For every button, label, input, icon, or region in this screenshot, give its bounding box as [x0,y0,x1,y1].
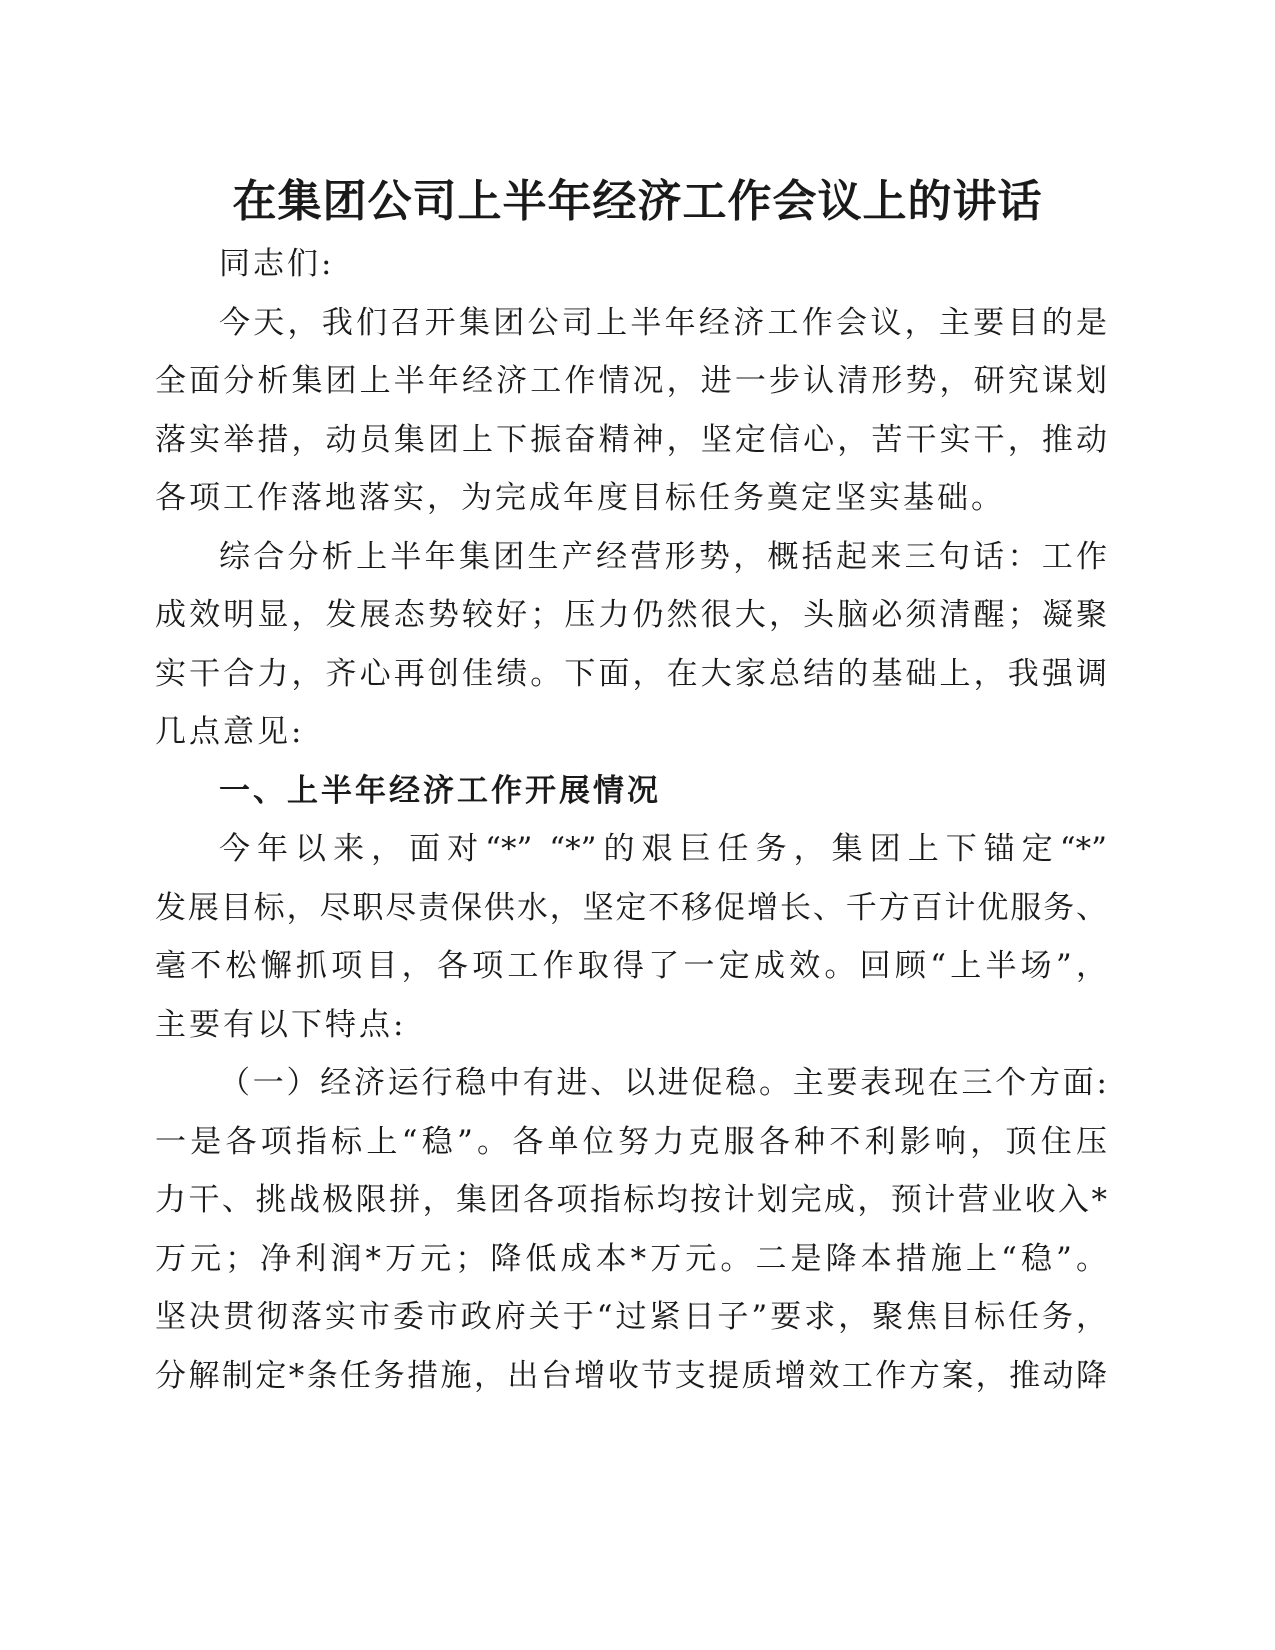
paragraph-line: 今天，我们召开集团公司上半年经济工作会议，主要目的是 [219,304,1107,341]
paragraph-line: 实干合力，齐心再创佳绩。下面，在大家总结的基础上，我强调 [155,655,1107,692]
paragraph-line: 落实举措，动员集团上下振奋精神，坚定信心，苦干实干，推动 [155,421,1107,458]
paragraph-line: （一）经济运行稳中有进、以进促稳。主要表现在三个方面: [219,1065,1107,1101]
section-heading: 一、上半年经济工作开展情况 [219,772,661,809]
paragraph-line: 今年以来，面对“*” “*”的艰巨任务，集团上下锚定“*” [219,831,1107,867]
paragraph-line: 主要有以下特点: [155,1006,407,1043]
document-title: 在集团公司上半年经济工作会议上的讲话 [232,176,1043,227]
paragraph-line: 各项工作落地落实，为完成年度目标任务奠定坚实基础。 [155,480,1005,516]
paragraph-line: 坚决贯彻落实市委市政府关于“过紧日子”要求，聚焦目标任务， [155,1299,1107,1335]
paragraph-line: 分解制定*条任务措施，出台增收节支提质增效工作方案，推动降 [155,1357,1107,1394]
paragraph-line: 发展目标，尽职尽责保供水，坚定不移促增长、千方百计优服务、 [155,889,1107,926]
paragraph-line: 万元；净利润*万元；降低成本*万元。二是降本措施上“稳”。 [155,1240,1107,1277]
paragraph-line: 综合分析上半年集团生产经营形势，概括起来三句话：工作 [219,538,1107,575]
paragraph-line: 成效明显，发展态势较好；压力仍然很大，头脑必须清醒；凝聚 [155,597,1107,633]
paragraph-line: 全面分析集团上半年经济工作情况，进一步认清形势，研究谋划 [155,363,1107,399]
document-body [155,235,1107,1405]
paragraph-line: 毫不松懈抓项目，各项工作取得了一定成效。回顾“上半场”， [155,948,1107,984]
paragraph-line: 同志们: [219,246,335,282]
paragraph-line: 一是各项指标上“稳”。各单位努力克服各种不利影响，顶住压 [155,1123,1107,1160]
paragraph-line: 力干、挑战极限拼，集团各项指标均按计划完成，预计营业收入* [155,1182,1107,1218]
paragraph-line: 几点意见: [155,714,305,750]
